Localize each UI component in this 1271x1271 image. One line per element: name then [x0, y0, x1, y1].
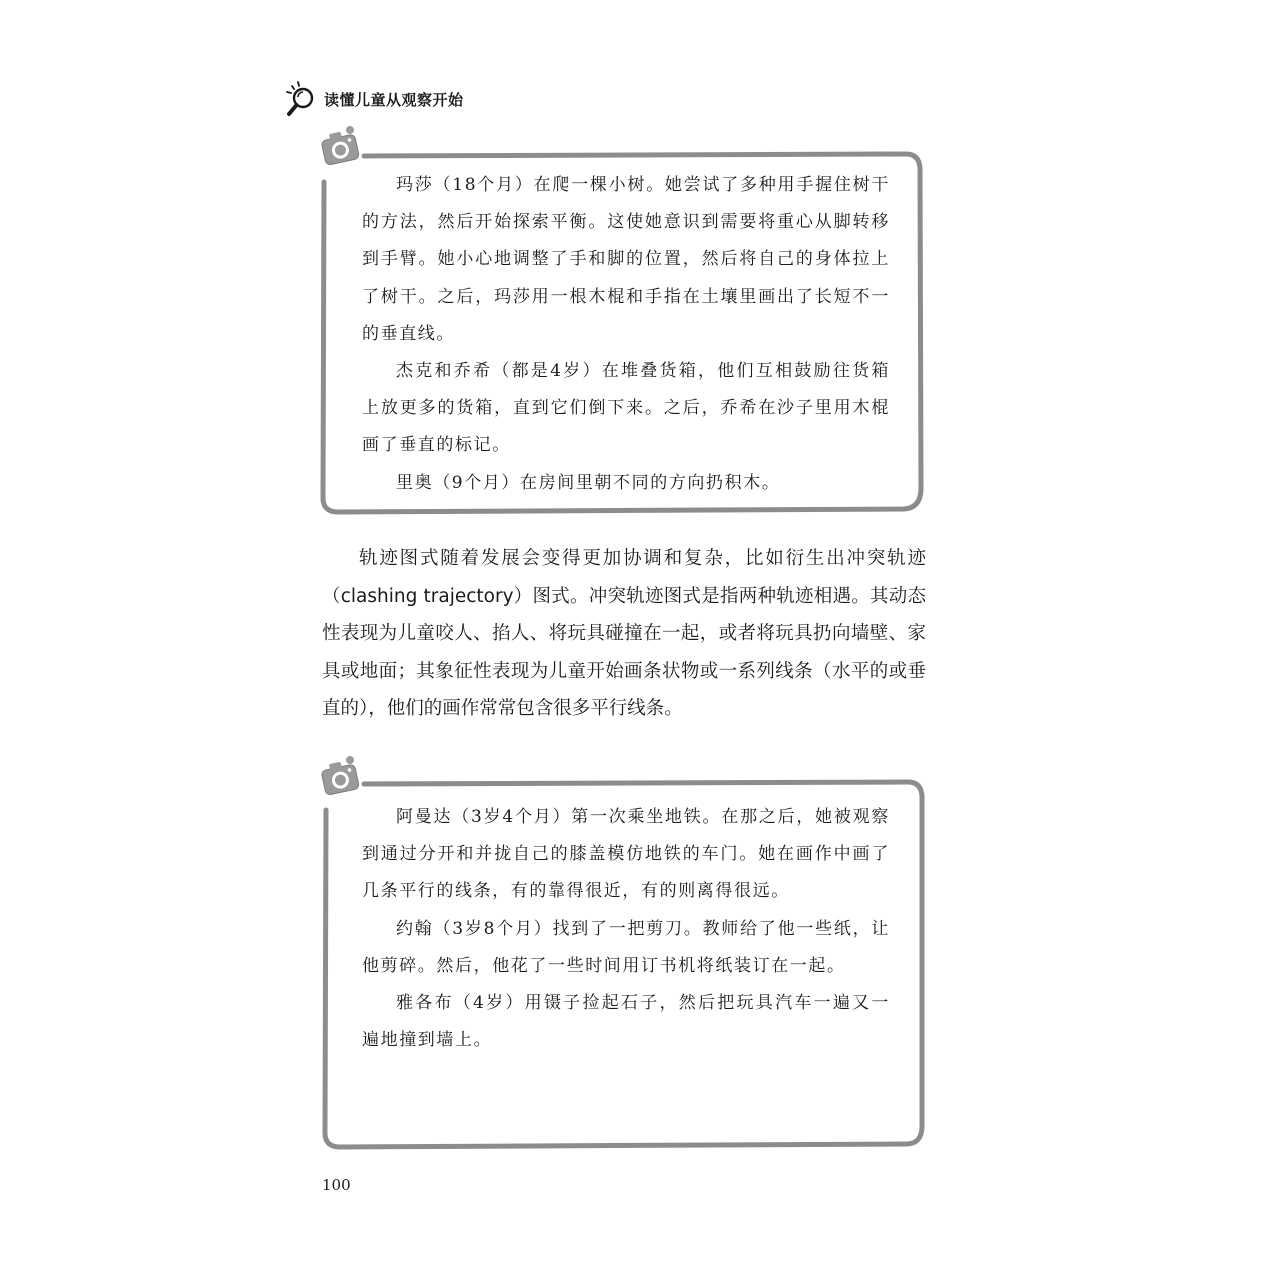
camera-icon — [318, 754, 364, 800]
main-body-text — [322, 540, 926, 728]
box1-paragraph: 玛莎（18个月）在爬一棵小树。她尝试了多种用手握住树干的方法，然后开始探索平衡。这使她意识到需要将重心从脚转移到手臂。她小心地调整了手和脚的位置，然后将自己的身体拉上了树干。之后，玛莎用一根木棍和手指在土壤里画出了长短不一的垂直线。 — [362, 175, 890, 344]
box2-paragraph: 阿曼达（3岁4个月）第一次乘坐地铁。在那之后，她被观察到通过分开和并拢自己的膝盖模仿地铁的车门。她在画作中画了几条平行的线条，有的靠得很近，有的则离得很远。 — [362, 807, 890, 902]
box2-paragraph: 约翰（3岁8个月）找到了一把剪刀。教师给了他一些纸，让他剪碎。然后，他花了一些时间用订书机将纸装订在一起。 — [362, 918, 890, 976]
running-header — [284, 78, 464, 118]
magnifier-icon — [284, 78, 318, 118]
box2-content — [362, 799, 890, 1059]
box2-paragraph: 雅各布（4岁）用镊子捡起石子，然后把玩具汽车一遍又一遍地撞到墙上。 — [362, 993, 890, 1051]
body-paragraph: 轨迹图式随着发展会变得更加协调和复杂，比如衍生出冲突轨迹（clashing trajectory）图式。冲突轨迹图式是指两种轨迹相遇。其动态性表现为儿童咬人、掐人、将玩具碰撞在一起，或者将玩具扔向墙壁、家具或地面；其象征性表现为儿童开始画条状物或一系列线条（水平的或垂直的），他们的画作常常包含很多平行线条。 — [322, 548, 926, 719]
running-header-title: 读懂儿童从观察开始 — [324, 90, 464, 109]
box1-paragraph: 杰克和乔希（都是4岁）在堆叠货箱，他们互相鼓励往货箱上放更多的货箱，直到它们倒下来。之后，乔希在沙子里用木棍画了垂直的标记。 — [362, 361, 890, 456]
box1-content — [362, 167, 890, 502]
box1-paragraph: 里奥（9个月）在房间里朝不同的方向扔积木。 — [396, 472, 781, 493]
page-number: 100 — [322, 1176, 351, 1194]
camera-icon — [318, 124, 364, 170]
